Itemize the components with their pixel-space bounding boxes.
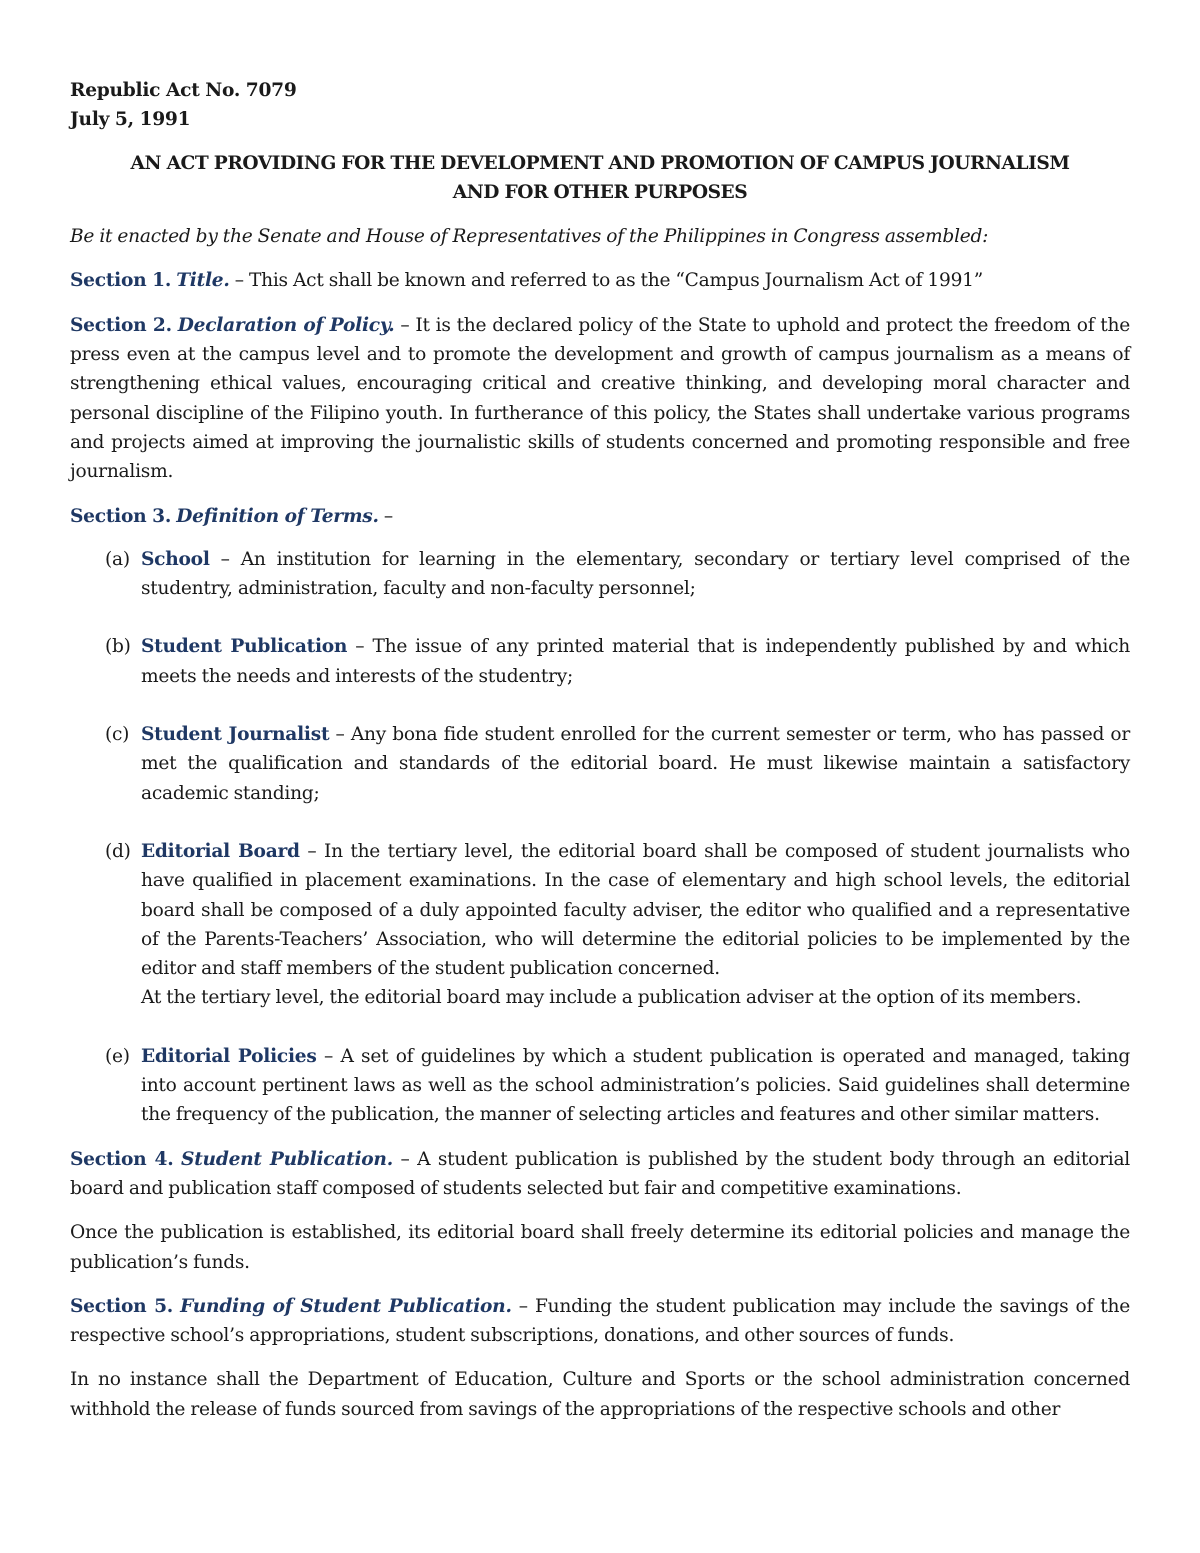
section-4-label: Section 4. [70,1148,174,1170]
section-3-text: – [378,505,393,527]
definitions-list [70,545,1130,1130]
enacting-clause: Be it enacted by the Senate and House of Representatives of the Philippines in Congress assembled: [70,226,989,248]
definition-marker: (a) [105,548,130,570]
definition-term: Student Publication [141,636,348,658]
definition-text: – In the tertiary level, the editorial board shall be composed of student journalists who have qualified in placement examinations. In the case of elementary and high school levels, the editorial board shall be composed of a duly appointed faculty adviser, the editor who qualified and a representative of the Parents-Teachers’ Association, who will determine the editorial policies to be implemented by the editor and staff members of the student publication concerned. [141,840,1130,980]
section-3 [70,502,1130,531]
definition-marker: (b) [105,636,131,658]
definition-text: – The issue of any printed material that is independently published by and which meets the needs and interests of the studentry; [141,636,1130,687]
definition-item-student-publication [70,632,1130,691]
definition-term: School [141,548,210,570]
section-3-label: Section 3. [70,505,172,527]
definition-term: Editorial Board [141,840,300,862]
act-title-line-1: AN ACT PROVIDING FOR THE DEVELOPMENT AND PROMOTION OF CAMPUS JOURNALISM [130,152,1070,174]
section-5-label: Section 5. [70,1295,174,1317]
definition-item-school [70,545,1130,604]
section-2-title: Declaration of Policy. [177,314,395,336]
section-1-title: Title. [176,270,230,292]
definition-text: – Any bona fide student enrolled for the current semester or term, who has passed or met the qualification and standards of the editorial board. He must likewise maintain a satisfactory academic standing; [141,724,1130,804]
section-5-text: – Funding the student publication may include the savings of the respective school’s appropriations, student subscriptions, donations, and other sources of funds. [70,1295,1130,1347]
act-title-line-2: AND FOR OTHER PURPOSES [452,181,748,203]
definition-item-student-journalist [70,720,1130,808]
section-1-text: – This Act shall be known and referred to as the “Campus Journalism Act of 1991” [229,270,983,292]
section-4-paragraph-2: Once the publication is established, its editorial board shall freely determine its editorial policies and manage the publication’s funds. [70,1222,1130,1273]
section-4-title: Student Publication. [181,1148,393,1170]
definition-item-editorial-board [70,837,1130,1013]
act-title [70,149,1130,208]
section-1-label: Section 1. [70,270,172,292]
definition-item-editorial-policies [70,1042,1130,1130]
section-2-label: Section 2. [70,314,172,336]
section-5-title: Funding of Student Publication. [180,1295,512,1317]
definition-marker: (d) [105,840,131,862]
definition-term: Student Journalist [141,724,330,746]
section-3-title: Definition of Terms. [176,505,379,527]
section-2-text: – It is the declared policy of the State to uphold and protect the freedom of the press even at the campus level and to promote the development and growth of campus journalism as a means of strengthening ethical values, encouraging critical and creative thinking, and developing moral character and personal discipline of the Filipino youth. In furtherance of this policy, the States shall undertake various programs and projects aimed at improving the journalistic skills of students concerned and promoting responsible and free journalism. [70,314,1130,483]
definition-text: – An institution for learning in the elementary, secondary or tertiary level comprised of the studentry, administration, faculty and non-faculty personnel; [141,548,1130,600]
definition-text: – A set of guidelines by which a student publication is operated and managed, taking into account pertinent laws as well as the school administration’s policies. Said guidelines shall determine the frequency of the publication, the manner of selecting articles and features and other similar matters. [141,1045,1130,1126]
section-2 [70,311,1130,487]
definition-marker: (e) [105,1045,130,1067]
act-number: Republic Act No. 7079 [70,80,297,101]
section-5-paragraph-2: In no instance shall the Department of Education, Culture and Sports or the school administration concerned withhold the release of funds sourced from savings of the appropriations of the respective schools and other [70,1369,1130,1420]
definition-term: Editorial Policies [141,1045,317,1067]
section-1 [70,266,1130,295]
section-4-text: – A student publication is published by the student body through an editorial board and publication staff composed of students selected but fair and competitive examinations. [70,1148,1130,1199]
section-5 [70,1292,1130,1351]
act-date: July 5, 1991 [70,109,191,131]
definition-marker: (c) [105,724,130,746]
section-4 [70,1145,1130,1204]
definition-extra-text: At the tertiary level, the editorial board may include a publication adviser at the option of its members. [141,987,1082,1009]
